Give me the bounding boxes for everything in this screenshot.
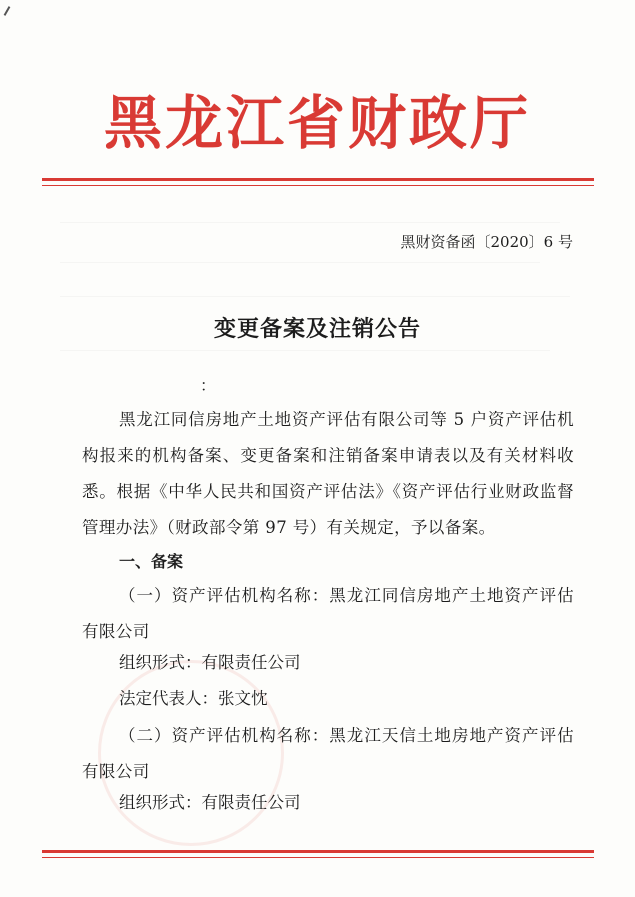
scan-corner-mark	[4, 6, 11, 16]
issuer-masthead: 黑龙江省财政厅	[103, 89, 531, 157]
masthead-red-rule	[42, 178, 594, 181]
item-2-agency-name: （二）资产评估机构名称：黑龙江天信土地房地产资产评估有限公司	[82, 726, 574, 781]
intro-paragraph: 黑龙江同信房地产土地资产评估有限公司等 5 户资产评估机构报来的机构备案、变更备案和注销备案申请表以及有关材料收悉。根据《中华人民共和国资产评估法》《资产评估行业财政监督管理办法》（财政部令第 97 号）有关规定，予以备案。	[82, 410, 574, 537]
item-1-agency-name: （一）资产评估机构名称：黑龙江同信房地产土地资产评估有限公司	[82, 586, 574, 641]
item-1-organization-form: 组织形式：有限责任公司	[119, 653, 301, 672]
addressee-line: ：	[200, 376, 217, 395]
show-through-line	[60, 296, 570, 297]
show-through-line	[60, 222, 560, 223]
section-heading-filing: 一、备案	[119, 552, 184, 571]
item-1-legal-representative: 法定代表人：张文忱	[119, 689, 268, 708]
footer-red-rule	[42, 850, 594, 853]
item-2-organization-form: 组织形式：有限责任公司	[119, 793, 301, 812]
show-through-line	[60, 350, 550, 351]
document-number: 黑财资备函〔2020〕6 号	[400, 233, 573, 251]
document-title: 变更备案及注销公告	[213, 316, 421, 342]
show-through-line	[60, 262, 540, 263]
